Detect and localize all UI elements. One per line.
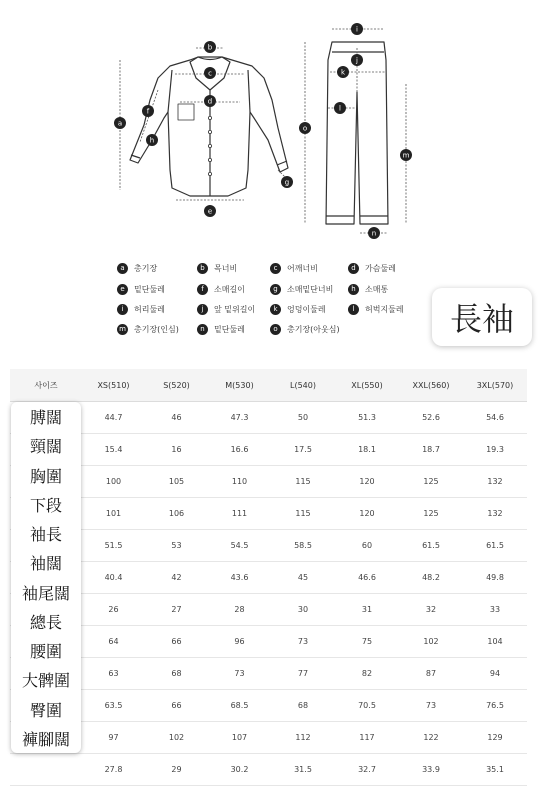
table-cell: 102 xyxy=(399,626,463,658)
table-cell: 97 xyxy=(82,722,145,754)
svg-text:k: k xyxy=(340,68,346,77)
legend-label: 허리둘레 xyxy=(134,305,165,314)
svg-text:c: c xyxy=(208,69,212,78)
column-header: M(530) xyxy=(208,369,271,402)
table-cell: 32 xyxy=(399,594,463,626)
table-cell: 66 xyxy=(145,626,208,658)
table-row xyxy=(10,722,527,754)
legend-marker: o xyxy=(270,324,281,335)
table-cell: 48.2 xyxy=(399,562,463,594)
table-cell: 18.7 xyxy=(399,434,463,466)
table-cell: 77 xyxy=(271,658,335,690)
long-sleeve-badge: 長袖 xyxy=(432,288,532,346)
legend-marker: c xyxy=(270,263,281,274)
table-cell: 73 xyxy=(399,690,463,722)
table-cell: 129 xyxy=(463,722,527,754)
legend-label: 총기장(인심) xyxy=(134,325,179,334)
table-cell: 63.5 xyxy=(82,690,145,722)
marker-j xyxy=(351,54,363,66)
legend-item xyxy=(117,324,179,335)
legend-label: 가슴둘레 xyxy=(365,264,396,273)
table-cell: 73 xyxy=(271,626,335,658)
table-cell: 51.3 xyxy=(335,402,399,434)
table-cell: 54.5 xyxy=(208,530,271,562)
column-header: 사이즈 xyxy=(10,369,82,402)
row-label: 總長 xyxy=(29,612,62,632)
marker-g xyxy=(281,176,293,188)
column-header: L(540) xyxy=(271,369,335,402)
legend-item xyxy=(117,304,165,315)
row-label: 腰圍 xyxy=(29,642,62,662)
table-cell: 31 xyxy=(335,594,399,626)
table-cell: 96 xyxy=(208,626,271,658)
table-cell: 28 xyxy=(208,594,271,626)
table-cell: 46.6 xyxy=(335,562,399,594)
size-table xyxy=(10,369,527,786)
svg-text:l: l xyxy=(339,104,341,113)
table-cell: 27 xyxy=(145,594,208,626)
svg-text:i: i xyxy=(356,25,358,34)
table-row xyxy=(10,498,527,530)
legend-item xyxy=(197,263,237,274)
table-cell: 46 xyxy=(145,402,208,434)
table-cell: 27.8 xyxy=(82,754,145,786)
table-cell: 68 xyxy=(145,658,208,690)
legend-label: 허벅지둘레 xyxy=(365,305,404,314)
legend-marker: l xyxy=(348,304,359,315)
table-cell: 44.7 xyxy=(82,402,145,434)
legend-item xyxy=(270,263,318,274)
table-cell: 115 xyxy=(271,498,335,530)
table-cell: 29 xyxy=(145,754,208,786)
legend-item xyxy=(348,284,388,295)
row-label: 胸圍 xyxy=(29,466,62,486)
table-cell: 125 xyxy=(399,498,463,530)
legend-item xyxy=(348,263,396,274)
table-cell: 33.9 xyxy=(399,754,463,786)
table-cell: 115 xyxy=(271,466,335,498)
marker-o xyxy=(299,122,311,134)
table-cell: 17.5 xyxy=(271,434,335,466)
legend-marker: k xyxy=(270,304,281,315)
table-cell: 16.6 xyxy=(208,434,271,466)
legend-item xyxy=(270,284,333,295)
column-header: XXL(560) xyxy=(399,369,463,402)
row-label-cell xyxy=(10,754,82,786)
legend-item xyxy=(197,324,245,335)
table-cell: 40.4 xyxy=(82,562,145,594)
legend-label: 엉덩이둘레 xyxy=(287,305,326,314)
marker-d xyxy=(204,95,216,107)
table-cell: 49.8 xyxy=(463,562,527,594)
svg-text:j: j xyxy=(356,56,358,65)
table-row xyxy=(10,402,527,434)
table-row xyxy=(10,690,527,722)
legend-marker: e xyxy=(117,284,128,295)
table-row xyxy=(10,530,527,562)
table-cell: 102 xyxy=(145,722,208,754)
legend-item xyxy=(270,324,340,335)
row-label: 袖尾闊 xyxy=(21,583,70,603)
marker-a xyxy=(114,117,126,129)
column-header: XL(550) xyxy=(335,369,399,402)
table-cell: 45 xyxy=(271,562,335,594)
legend-label: 총기장(아웃심) xyxy=(287,325,340,334)
marker-e xyxy=(204,205,216,217)
table-cell: 19.3 xyxy=(463,434,527,466)
legend-marker: j xyxy=(197,304,208,315)
table-cell: 120 xyxy=(335,466,399,498)
legend-label: 소매밑단너비 xyxy=(287,285,334,294)
table-cell: 105 xyxy=(145,466,208,498)
table-cell: 33 xyxy=(463,594,527,626)
legend-marker: m xyxy=(117,324,128,335)
table-header-row xyxy=(10,369,527,402)
marker-l xyxy=(334,102,346,114)
table-row xyxy=(10,562,527,594)
legend-marker: g xyxy=(270,284,281,295)
marker-m xyxy=(400,149,412,161)
legend-item xyxy=(197,304,255,315)
table-cell: 18.1 xyxy=(335,434,399,466)
table-cell: 63 xyxy=(82,658,145,690)
table-cell: 111 xyxy=(208,498,271,530)
svg-text:a: a xyxy=(117,119,123,128)
row-label: 頸闊 xyxy=(29,437,62,457)
table-cell: 132 xyxy=(463,466,527,498)
legend-label: 어깨너비 xyxy=(287,264,318,273)
svg-text:g: g xyxy=(284,178,290,187)
table-cell: 26 xyxy=(82,594,145,626)
table-row xyxy=(10,594,527,626)
legend-label: 총기장 xyxy=(134,264,158,273)
legend-item xyxy=(117,284,165,295)
row-label: 褲腳闊 xyxy=(21,729,70,749)
table-cell: 68 xyxy=(271,690,335,722)
legend-marker: b xyxy=(197,263,208,274)
table-cell: 42 xyxy=(145,562,208,594)
column-header: 3XL(570) xyxy=(463,369,527,402)
table-cell: 107 xyxy=(208,722,271,754)
legend-label: 소매길이 xyxy=(214,285,245,294)
table-cell: 125 xyxy=(399,466,463,498)
svg-text:o: o xyxy=(302,124,308,133)
table-cell: 54.6 xyxy=(463,402,527,434)
legend-marker: h xyxy=(348,284,359,295)
svg-text:m: m xyxy=(402,151,410,160)
table-cell: 16 xyxy=(145,434,208,466)
table-cell: 132 xyxy=(463,498,527,530)
legend-marker: i xyxy=(117,304,128,315)
measurement-label-panel xyxy=(11,402,81,753)
svg-text:h: h xyxy=(149,136,155,145)
table-row xyxy=(10,626,527,658)
legend-item xyxy=(270,304,326,315)
marker-b xyxy=(204,41,216,53)
table-cell: 32.7 xyxy=(335,754,399,786)
row-label: 臀圍 xyxy=(29,700,62,720)
legend-label: 밑단둘레 xyxy=(134,285,165,294)
table-cell: 30.2 xyxy=(208,754,271,786)
marker-k xyxy=(337,66,349,78)
table-cell: 104 xyxy=(463,626,527,658)
legend-label: 앞 밑위길이 xyxy=(214,305,256,314)
table-cell: 61.5 xyxy=(463,530,527,562)
table-row xyxy=(10,434,527,466)
legend-item xyxy=(348,304,404,315)
marker-i xyxy=(351,23,363,35)
table-cell: 94 xyxy=(463,658,527,690)
legend-item xyxy=(117,263,157,274)
table-cell: 47.3 xyxy=(208,402,271,434)
table-row xyxy=(10,466,527,498)
table-cell: 76.5 xyxy=(463,690,527,722)
legend-marker: a xyxy=(117,263,128,274)
table-cell: 73 xyxy=(208,658,271,690)
marker-n xyxy=(368,227,380,239)
table-cell: 61.5 xyxy=(399,530,463,562)
table-cell: 82 xyxy=(335,658,399,690)
table-cell: 66 xyxy=(145,690,208,722)
table-cell: 106 xyxy=(145,498,208,530)
table-row xyxy=(10,754,527,786)
table-cell: 31.5 xyxy=(271,754,335,786)
column-header: XS(510) xyxy=(82,369,145,402)
table-cell: 117 xyxy=(335,722,399,754)
svg-text:e: e xyxy=(207,207,213,216)
table-cell: 43.6 xyxy=(208,562,271,594)
table-cell: 70.5 xyxy=(335,690,399,722)
table-cell: 75 xyxy=(335,626,399,658)
table-cell: 110 xyxy=(208,466,271,498)
row-label: 袖闊 xyxy=(29,554,62,574)
legend-marker: f xyxy=(197,284,208,295)
table-row xyxy=(10,658,527,690)
svg-text:d: d xyxy=(207,97,213,106)
column-header: S(520) xyxy=(145,369,208,402)
legend-label: 밑단둘레 xyxy=(214,325,245,334)
legend-label: 목너비 xyxy=(214,264,238,273)
table-cell: 87 xyxy=(399,658,463,690)
table-cell: 50 xyxy=(271,402,335,434)
svg-text:f: f xyxy=(146,107,150,116)
table-cell: 64 xyxy=(82,626,145,658)
row-label: 大髀圍 xyxy=(21,671,70,691)
svg-text:n: n xyxy=(371,229,377,238)
marker-c xyxy=(204,67,216,79)
legend-marker: d xyxy=(348,263,359,274)
table-cell: 30 xyxy=(271,594,335,626)
svg-text:b: b xyxy=(207,43,213,52)
table-cell: 51.5 xyxy=(82,530,145,562)
table-cell: 53 xyxy=(145,530,208,562)
garment-measurement-diagram xyxy=(0,0,547,250)
legend-label: 소매통 xyxy=(365,285,389,294)
table-cell: 35.1 xyxy=(463,754,527,786)
table-cell: 58.5 xyxy=(271,530,335,562)
legend-marker: n xyxy=(197,324,208,335)
table-body xyxy=(10,402,527,786)
marker-f xyxy=(142,105,154,117)
table-cell: 122 xyxy=(399,722,463,754)
table-cell: 101 xyxy=(82,498,145,530)
table-cell: 100 xyxy=(82,466,145,498)
row-label: 膊闊 xyxy=(29,408,62,428)
row-label: 下段 xyxy=(29,495,62,515)
table-cell: 15.4 xyxy=(82,434,145,466)
table-cell: 112 xyxy=(271,722,335,754)
table-cell: 60 xyxy=(335,530,399,562)
legend-item xyxy=(197,284,245,295)
table-cell: 68.5 xyxy=(208,690,271,722)
marker-h xyxy=(146,134,158,146)
table-cell: 120 xyxy=(335,498,399,530)
row-label: 袖長 xyxy=(29,525,62,545)
table-cell: 52.6 xyxy=(399,402,463,434)
